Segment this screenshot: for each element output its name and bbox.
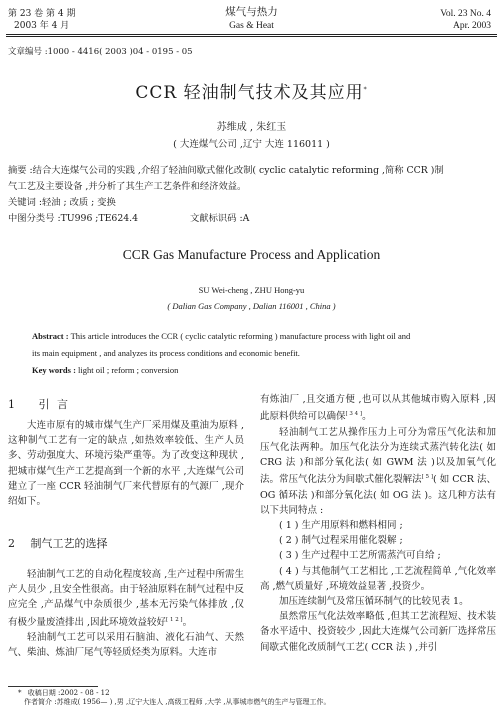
right-paragraph-0-text: 有炼油厂 ,且交通方便 ,也可以从其他城市购入原料 ,因此原料供给可以确保 [260,394,496,423]
abstract-en-label: Abstract : [32,331,69,341]
abstract-en-line2: its main equipment , and analyzes its process conditions and economic benefit. [32,348,300,358]
section-2-paragraph-2: 轻油制气工艺可以采用石脑油、液化石油气、天然气、柴油、炼油厂尾气等轻质烃类为原料。大连市 [8,631,244,659]
abstract-en-text-1: This article introduces the CCR ( cyclic catalytic reforming ) manufacture process with light oil and [70,331,411,341]
header-rule-2 [6,36,497,37]
section-1-body [8,418,244,509]
footnote-received: 收稿日期 :2002 - 08 - 12 [27,689,110,697]
right-paragraph-1-text: 轻油制气工艺从操作压力上可分为常压气化法和加压气化法两种。加压气化法分为连续式蒸汽转化法( 如 CRG 法 )和部分氧化法( 如 GWM 法 )以及加氧气化法。常压气化法分为间歇式催化裂解法 [260,426,496,486]
document-code: 文献标识码 :A [190,213,250,224]
affiliation-en: ( Dalian Gas Company , Dalian 116001 , China ) [167,301,336,311]
section-1-number: 1 [8,398,15,411]
section-1-paragraph: 大连市原有的城市煤气生产厂采用煤及重油为原料 ,这种制气工艺有一定的缺点 ,如热效率较低、生产人员多、劳动强度大、环境污染严重等。为了改变这种现状 ,把城市煤气生产工艺提高到一个新的水平 ,大连煤气公司建立了一座 CCR 轻油制气厂来代替原有的气源厂 ,现介绍如下。 [8,420,244,508]
right-paragraph-0-end: 。 [362,411,372,423]
section-2-title: 制气工艺的选择 [30,537,108,550]
vol-en: Vol. 23 No. 4 [440,9,491,19]
section-2-paragraph-1-text: 轻油制气工艺的自动化程度较高 ,生产过程中所需生产人员少 ,且安全性很高。由于轻油原料在制气过程中反应完全 ,产品煤气中杂质很少 ,基本无污染气体排放 ,仅有极少量废渣排出 ,因此环境效益较好 [8,569,244,628]
right-paragraph-3: 虽然常压气化法效率略低 ,但其工艺流程短、技术装备水平适中、投资较少 ,因此大连煤气公司新厂选择常压间歇式催化改质制气工艺( CCR 法 ) ,并引 [260,611,496,653]
keywords-en-line [32,363,178,377]
ref-3-4: [ 3 4 ] [345,411,363,418]
authors-cn: 苏维成 , 朱红玉 [216,122,287,133]
authors-en: SU Wei-cheng , ZHU Hong-yu [198,285,305,295]
section-2-number: 2 [8,537,15,550]
section-2-paragraph-1 [8,567,244,630]
list-item: ( 4 ) 与其他制气工艺相比 ,工艺流程简单 ,气化效率高 ,燃气质量好 ,环境效益显著 ,投资少。 [260,565,496,592]
section-1-title: 引 言 [38,398,70,411]
right-paragraph-1 [260,425,496,518]
section-1-heading [8,396,70,412]
section-2-paragraph-1-end: 。 [182,616,193,628]
list-item: ( 3 ) 生产过程中工艺所需蒸汽可自给 ; [279,550,441,562]
footnote-author: 作者简介 :苏维成( 1956— ) ,男 ,辽宁大连人 ,高级工程师 ,大学 ,从事城市燃气的生产与管理工作。 [24,698,331,706]
affiliation-cn: ( 大连煤气公司 ,辽宁 大连 116011 ) [173,139,330,150]
abstract-cn-line1: 摘要 :结合大连煤气公司的实践 ,介绍了轻油间歇式催化改制( cyclic catalytic reforming ,简称 CCR )制 [8,165,444,176]
footnote-mark: * [18,689,22,697]
ref-1-2: [ 1 2 ] [166,616,183,623]
title-footnote-mark: * [363,86,368,94]
right-paragraph-2: 加压连续制气及常压循环制气的比较见表 1。 [279,595,469,607]
header-rule [6,34,497,35]
article-number: 文章编号 :1000 - 4416( 2003 )04 - 0195 - 05 [8,47,193,57]
date-en: Apr. 2003 [453,21,491,31]
issue-cn: 第 23 卷 第 4 期 [8,9,76,19]
journal-en: Gas & Heat [229,21,274,31]
abstract-cn-line2: 气工艺及主要设备 ,并分析了其生产工艺条件和经济效益。 [8,181,247,192]
keywords-cn: 关键词 :轻油 ; 改质 ; 变换 [8,197,116,208]
abstract-en-line1 [32,329,492,343]
section-2-heading [8,535,108,551]
keywords-en: light oil ; reform ; conversion [78,365,179,375]
right-paragraph-1-end: ( 如 CCR 法、OG 循环法 )和部分氧化法( 如 OG 法 )。这几种方法有以下共同特点 : [260,474,496,516]
footnote-rule [8,686,98,687]
page-title [0,78,503,103]
ref-5: [ 5 ] [421,474,433,481]
right-column [260,392,496,655]
date-cn: 2003 年 4 月 [14,21,70,31]
list-item: ( 1 ) 生产用原料和燃料相同 ; [279,519,403,531]
keywords-en-label: Key words : [32,365,76,375]
section-2-body [8,567,244,660]
list-item: ( 2 ) 制气过程采用催化裂解 ; [279,535,403,547]
title-en: CCR Gas Manufacture Process and Application [122,247,381,262]
footnote-received-line [18,689,110,698]
journal-cn: 煤气与热力 [225,6,278,18]
title-text: CCR 轻油制气技术及其应用 [135,83,364,103]
right-paragraph-0 [260,392,496,425]
clc-number: 中图分类号 :TU996 ;TE624.4 [8,213,139,224]
